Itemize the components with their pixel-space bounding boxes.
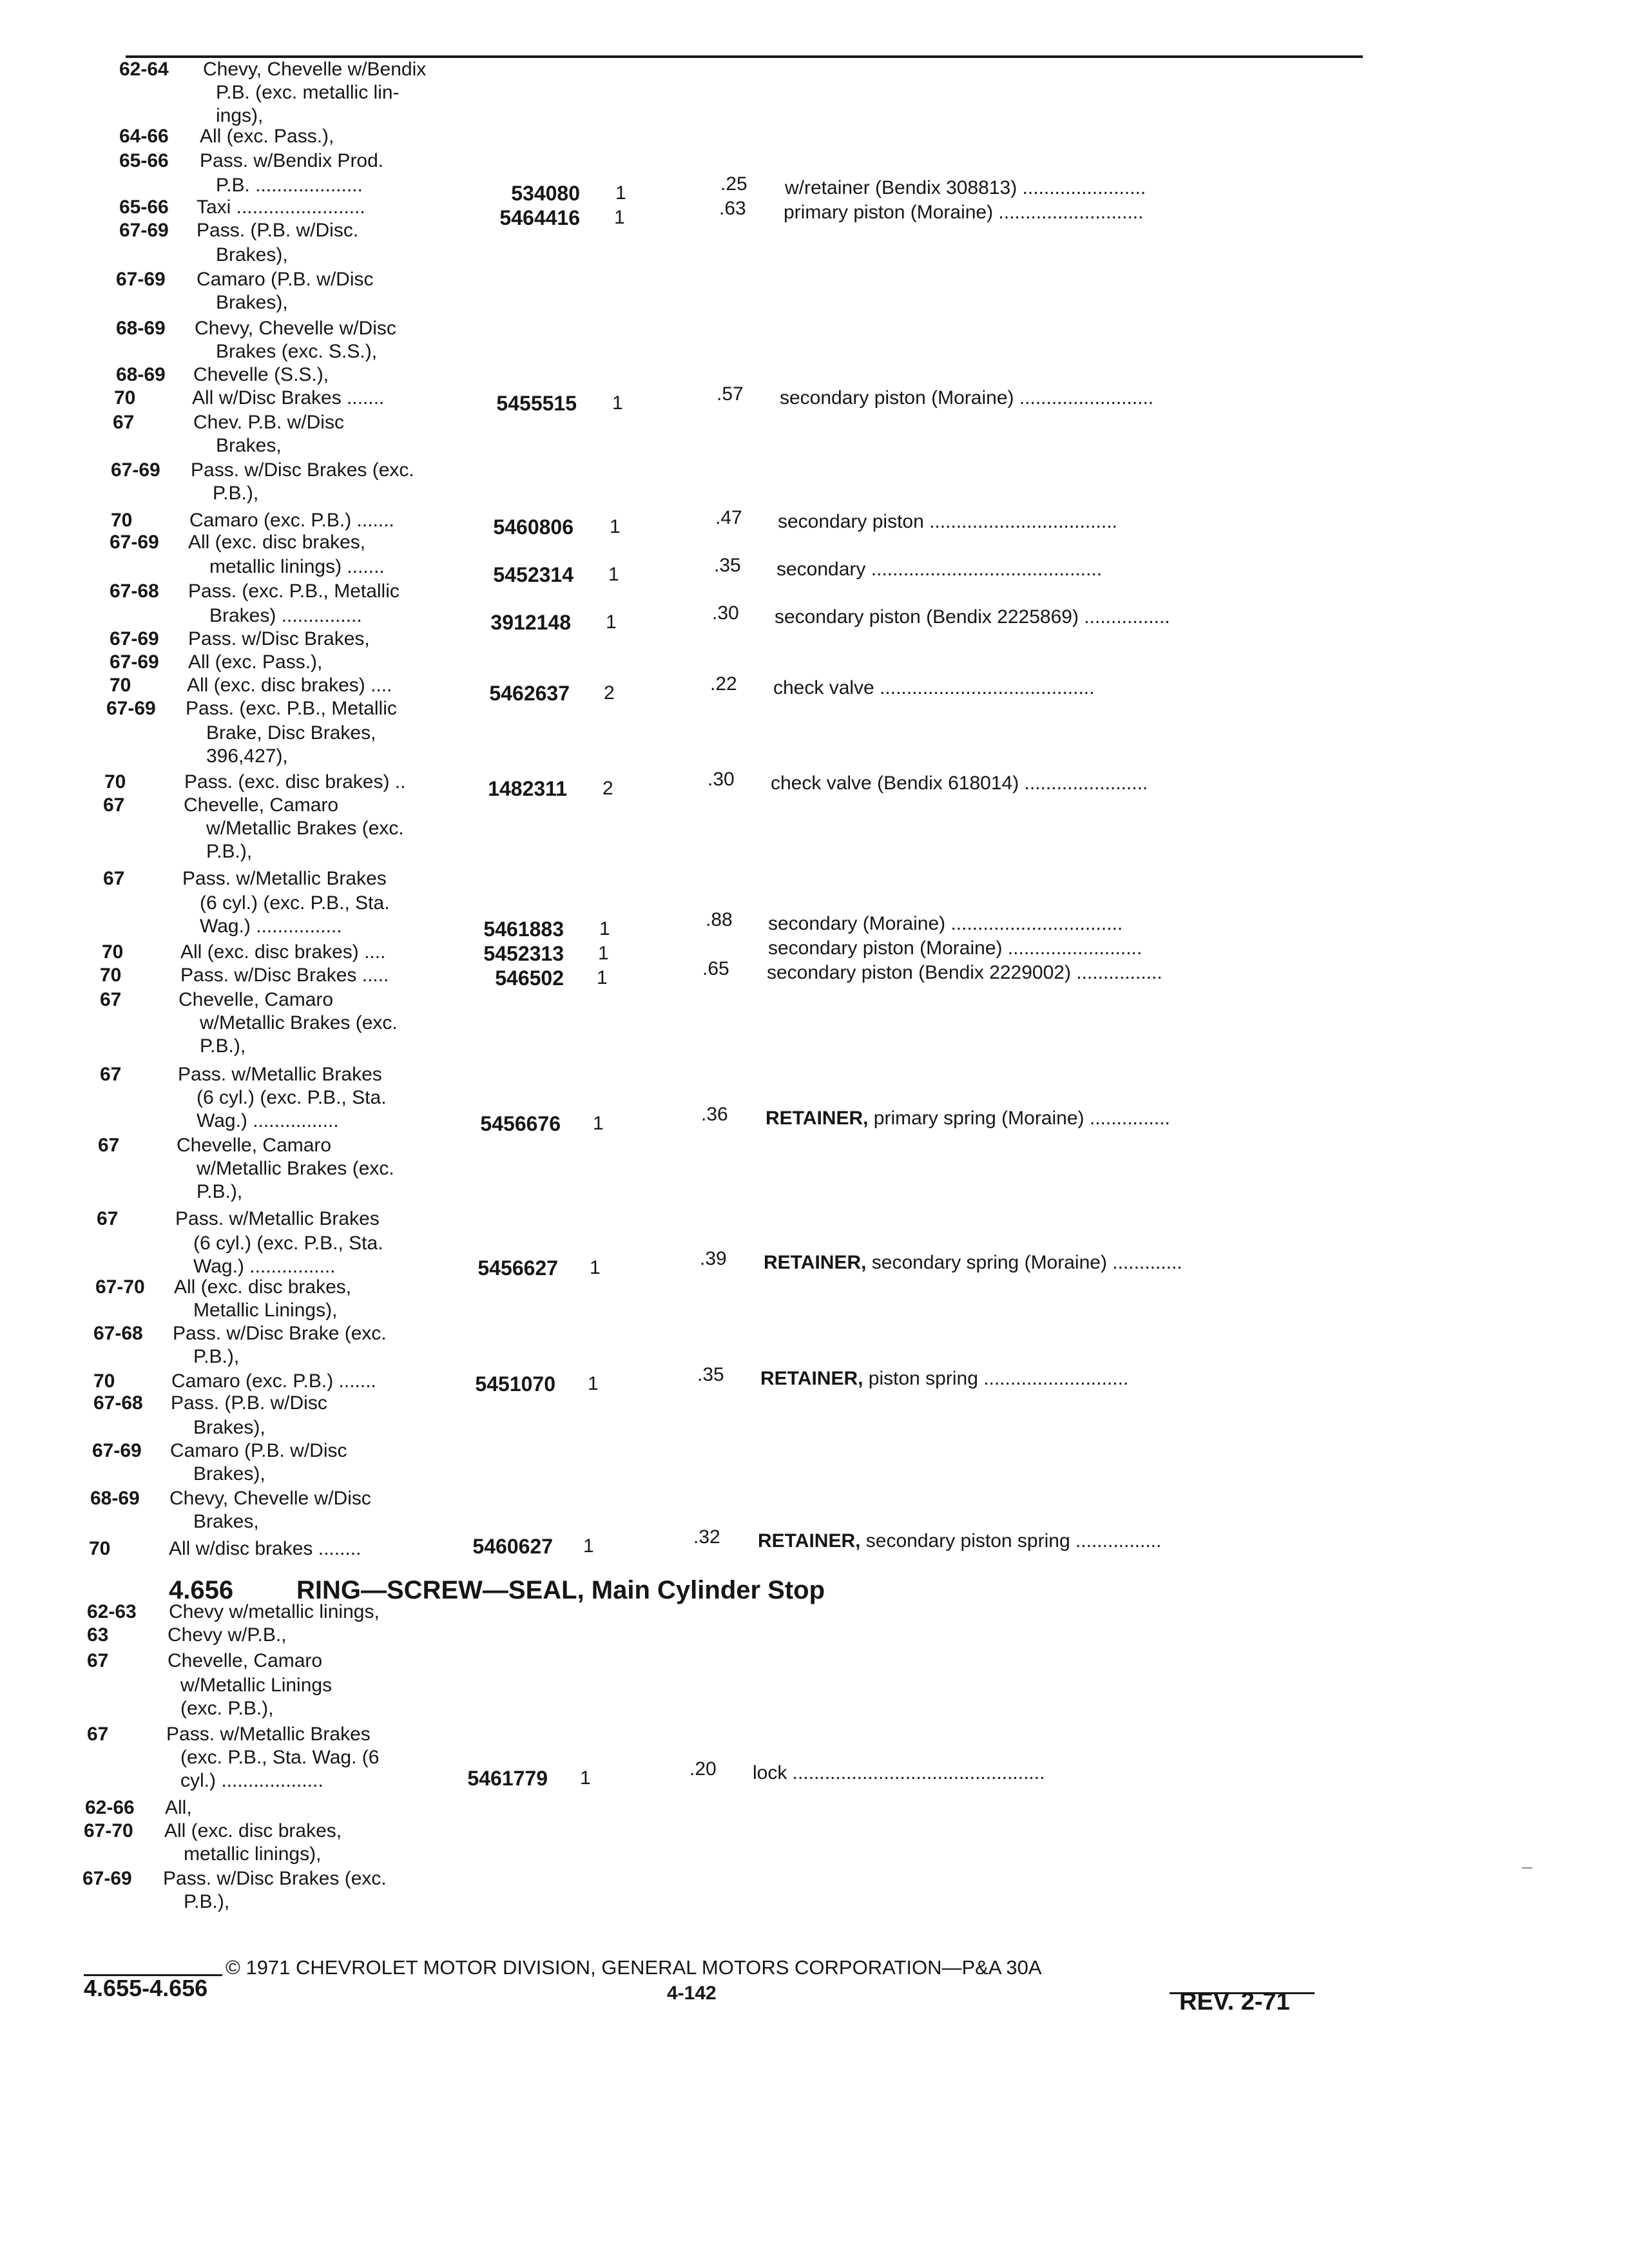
quantity: 1 <box>614 207 625 228</box>
application-continuation: (6 cyl.) (exc. P.B., Sta. <box>197 1087 387 1108</box>
application-continuation: Metallic Linings), <box>193 1300 338 1321</box>
part-description <box>768 912 1123 936</box>
application-continuation: cyl.) ................... <box>180 1770 323 1791</box>
list-price: .36 <box>701 1104 728 1125</box>
application-text: All (exc. disc brakes, <box>188 532 366 553</box>
part-number: 5460806 <box>493 515 574 539</box>
part-number: 5462637 <box>489 682 570 705</box>
model-years: 67 <box>98 1135 120 1156</box>
model-years: 68-69 <box>90 1488 140 1509</box>
model-years: 68-69 <box>116 364 166 385</box>
section-heading <box>169 1576 825 1604</box>
application-text: Camaro (P.B. w/Disc <box>170 1440 347 1461</box>
part-number: 534080 <box>511 182 580 205</box>
part-description <box>773 677 1094 700</box>
application-text: Pass. w/Bendix Prod. <box>200 150 384 171</box>
application-continuation: P.B.), <box>200 1035 246 1057</box>
application-text: Chevy, Chevelle w/Bendix <box>203 59 427 80</box>
application-text: All (exc. disc brakes, <box>174 1276 352 1298</box>
model-years: 67-70 <box>95 1276 145 1298</box>
description-text: primary spring (Moraine) ............... <box>868 1108 1170 1129</box>
application-continuation: Brakes), <box>193 1463 265 1485</box>
application-continuation: P.B.), <box>206 841 253 862</box>
application-text: All (exc. Pass.), <box>188 651 323 673</box>
application-text: All w/Disc Brakes ....... <box>192 387 385 408</box>
part-number: 5452314 <box>493 563 574 586</box>
list-price: .57 <box>717 383 744 405</box>
part-number: 5452313 <box>483 942 564 965</box>
part-description <box>758 1530 1161 1553</box>
application-text: Chevy, Chevelle w/Disc <box>169 1488 371 1509</box>
description-text: piston spring ........................... <box>863 1368 1129 1389</box>
description-text: secondary piston (Moraine) ......................... <box>768 937 1142 959</box>
application-continuation: P.B. .................... <box>216 175 363 196</box>
description-text: secondary ........................................... <box>776 559 1103 580</box>
application-text: Pass. w/Disc Brakes ..... <box>180 965 389 986</box>
footer-copyright: © 1971 CHEVROLET MOTOR DIVISION, GENERAL MOTORS CORPORATION—P&A 30A <box>226 1956 1042 1979</box>
part-number: 5464416 <box>499 206 580 229</box>
model-years: 70 <box>93 1370 115 1392</box>
application-text: Pass. w/Disc Brakes (exc. <box>163 1868 387 1889</box>
application-text: Pass. (P.B. w/Disc. <box>197 220 359 241</box>
part-description <box>780 387 1153 410</box>
model-years: 68-69 <box>116 318 166 339</box>
list-price: .32 <box>693 1526 720 1548</box>
application-continuation: (exc. P.B.), <box>180 1698 274 1719</box>
application-text: Pass. w/Disc Brakes, <box>188 628 370 649</box>
description-text: primary piston (Moraine) ........................... <box>784 202 1144 223</box>
model-years: 67-69 <box>106 698 156 719</box>
application-text: Chevelle, Camaro <box>184 794 339 816</box>
model-years: 70 <box>114 387 136 408</box>
quantity: 1 <box>599 918 610 939</box>
application-continuation: Wag.) ................ <box>200 916 342 937</box>
model-years: 67-68 <box>93 1323 143 1344</box>
part-description <box>767 961 1162 985</box>
list-price: .35 <box>714 555 741 576</box>
model-years: 67-69 <box>110 532 159 553</box>
list-price: .20 <box>689 1758 717 1780</box>
application-continuation: w/Metallic Brakes (exc. <box>206 818 404 839</box>
application-text: Chevy, Chevelle w/Disc <box>195 318 396 339</box>
list-price: .88 <box>706 909 733 930</box>
list-price: .65 <box>702 958 729 979</box>
application-continuation: Brakes), <box>216 244 288 265</box>
model-years: 70 <box>100 965 122 986</box>
model-years: 70 <box>110 675 131 696</box>
footer-section-range: 4.655-4.656 <box>84 1975 208 2001</box>
model-years: 63 <box>87 1624 109 1646</box>
model-years: 67-68 <box>110 581 159 602</box>
application-text: Camaro (exc. P.B.) ....... <box>189 510 394 531</box>
list-price: .39 <box>700 1248 727 1269</box>
quantity: 1 <box>597 967 608 988</box>
quantity: 1 <box>583 1535 594 1557</box>
application-continuation: 396,427), <box>206 745 288 767</box>
part-category: RETAINER, <box>758 1530 861 1552</box>
application-text: Chevy w/metallic linings, <box>169 1601 380 1622</box>
application-continuation: P.B.), <box>197 1181 243 1202</box>
part-number: 5455515 <box>496 392 577 415</box>
application-continuation: metallic linings) ....... <box>209 556 385 577</box>
model-years: 67-68 <box>93 1392 143 1414</box>
application-text: Pass. w/Disc Brakes (exc. <box>191 459 414 481</box>
part-number: 546502 <box>495 966 564 990</box>
application-text: All, <box>165 1797 192 1818</box>
list-price: .25 <box>720 173 747 195</box>
model-years: 67-69 <box>110 651 159 673</box>
application-continuation: Brakes), <box>193 1417 265 1438</box>
list-price: .30 <box>708 769 735 790</box>
quantity: 1 <box>606 611 617 633</box>
application-continuation: Wag.) ................ <box>197 1110 339 1131</box>
application-text: Chevelle, Camaro <box>177 1135 332 1156</box>
part-number: 5461883 <box>483 918 564 941</box>
quantity: 1 <box>610 516 621 537</box>
part-description <box>760 1367 1128 1390</box>
list-price: .30 <box>712 602 739 624</box>
description-text: secondary piston (Bendix 2229002) ................ <box>767 962 1162 983</box>
quantity: 2 <box>604 682 615 704</box>
application-text: All (exc. disc brakes, <box>164 1820 342 1841</box>
model-years: 70 <box>104 771 126 793</box>
model-years: 70 <box>102 941 124 963</box>
description-text: check valve ........................................ <box>773 677 1095 698</box>
application-continuation: metallic linings), <box>184 1843 322 1865</box>
quantity: 1 <box>590 1257 601 1278</box>
application-continuation: Brakes), <box>216 292 288 313</box>
application-text: Taxi ........................ <box>197 197 365 218</box>
application-text: All (exc. disc brakes) .... <box>180 941 386 963</box>
description-text: secondary piston (Moraine) ......................... <box>780 387 1154 408</box>
description-text: secondary (Moraine) ................................ <box>768 913 1123 934</box>
description-text: secondary piston ................................... <box>778 511 1117 532</box>
list-price: .63 <box>719 198 746 219</box>
model-years: 67 <box>100 1064 122 1085</box>
quantity: 1 <box>598 943 609 964</box>
application-continuation: Brakes) ............... <box>209 605 362 626</box>
description-text: secondary spring (Moraine) ............. <box>866 1252 1182 1273</box>
application-text: Pass. (exc. disc brakes) .. <box>184 771 406 793</box>
model-years: 64-66 <box>119 126 169 147</box>
footer-revision: REV. 2-71 <box>1179 1988 1290 2015</box>
model-years: 67-69 <box>116 269 166 290</box>
part-number: 1482311 <box>488 777 567 800</box>
part-description <box>771 772 1148 795</box>
application-text: Chevelle, Camaro <box>178 989 334 1010</box>
part-number: 5461779 <box>467 1767 548 1790</box>
application-text: Pass. w/Disc Brake (exc. <box>173 1323 387 1344</box>
model-years: 67 <box>100 989 122 1010</box>
section-title: RING—SCREW—SEAL, Main Cylinder Stop <box>296 1576 825 1604</box>
application-text: All (exc. disc brakes) .... <box>187 675 392 696</box>
footer-page-number: 4-142 <box>667 1983 717 2004</box>
model-years: 67 <box>113 412 135 433</box>
description-text: lock ............................................... <box>753 1762 1045 1783</box>
model-years: 70 <box>89 1538 111 1559</box>
section-number: 4.656 <box>169 1576 234 1604</box>
description-text: w/retainer (Bendix 308813) ....................... <box>785 177 1146 198</box>
model-years: 67-69 <box>111 459 160 481</box>
model-years: 65-66 <box>119 197 169 218</box>
quantity: 2 <box>602 778 613 799</box>
application-continuation: P.B.), <box>193 1346 240 1367</box>
quantity: 1 <box>593 1113 604 1134</box>
application-text: Pass. (exc. P.B., Metallic <box>186 698 397 719</box>
application-text: Pass. w/Metallic Brakes <box>182 868 387 889</box>
application-continuation: (6 cyl.) (exc. P.B., Sta. <box>200 892 390 914</box>
list-price: .22 <box>710 673 737 695</box>
model-years: 67-69 <box>119 220 169 241</box>
part-description <box>775 606 1170 629</box>
part-description <box>766 1107 1170 1130</box>
application-continuation: (6 cyl.) (exc. P.B., Sta. <box>193 1233 383 1254</box>
application-continuation: Brakes, <box>216 435 282 456</box>
application-continuation: (exc. P.B., Sta. Wag. (6 <box>180 1747 380 1768</box>
model-years: 67 <box>97 1208 119 1229</box>
model-years: 67-70 <box>84 1820 133 1841</box>
application-text: Chevelle, Camaro <box>168 1650 323 1671</box>
application-text: Pass. w/Metallic Brakes <box>178 1064 382 1085</box>
application-text: All (exc. Pass.), <box>200 126 334 147</box>
list-price: .47 <box>715 507 742 528</box>
application-text: Pass. (P.B. w/Disc <box>171 1392 327 1414</box>
part-description <box>785 177 1146 200</box>
model-years: 67-69 <box>110 628 159 649</box>
model-years: 67-69 <box>82 1868 132 1889</box>
application-text: Chevy w/P.B., <box>168 1624 287 1646</box>
application-text: Pass. w/Metallic Brakes <box>175 1208 380 1229</box>
scan-speck <box>1522 1867 1532 1869</box>
part-number: 3912148 <box>490 611 571 634</box>
application-continuation: Wag.) ................ <box>193 1256 336 1277</box>
application-continuation: w/Metallic Brakes (exc. <box>200 1012 398 1033</box>
application-text: Camaro (P.B. w/Disc <box>197 269 374 290</box>
application-continuation: Brake, Disc Brakes, <box>206 722 376 744</box>
model-years: 65-66 <box>119 150 169 171</box>
application-continuation: Brakes, <box>193 1511 259 1532</box>
application-continuation: ings), <box>216 105 264 126</box>
model-years: 67 <box>103 794 125 816</box>
model-years: 62-66 <box>85 1797 135 1818</box>
application-continuation: P.B.), <box>184 1891 230 1912</box>
application-text: Chev. P.B. w/Disc <box>193 412 344 433</box>
part-number: 5451070 <box>475 1372 555 1396</box>
part-number: 5456676 <box>480 1112 561 1135</box>
application-continuation: P.B.), <box>213 483 259 504</box>
quantity: 1 <box>615 182 626 204</box>
model-years: 67 <box>103 868 125 889</box>
application-continuation: Brakes (exc. S.S.), <box>216 341 378 362</box>
part-description <box>778 510 1117 533</box>
quantity: 1 <box>580 1767 591 1789</box>
application-text: Camaro (exc. P.B.) ....... <box>171 1370 376 1392</box>
part-description <box>784 201 1143 224</box>
part-description <box>753 1762 1045 1785</box>
part-category: RETAINER, <box>766 1108 869 1129</box>
model-years: 62-64 <box>119 59 169 80</box>
model-years: 70 <box>111 510 133 531</box>
description-text: secondary piston spring ................ <box>860 1530 1162 1552</box>
description-text: check valve (Bendix 618014) ....................... <box>771 773 1148 794</box>
quantity: 1 <box>588 1373 599 1394</box>
part-number: 5460627 <box>472 1535 553 1558</box>
model-years: 67 <box>87 1724 109 1745</box>
description-text: secondary piston (Bendix 2225869) ................ <box>775 606 1170 628</box>
application-continuation: P.B. (exc. metallic lin- <box>216 82 400 103</box>
model-years: 67 <box>87 1650 109 1671</box>
part-number: 5456627 <box>477 1256 558 1280</box>
part-description <box>764 1251 1182 1274</box>
quantity: 1 <box>608 564 619 585</box>
application-text: Pass. (exc. P.B., Metallic <box>188 581 400 602</box>
application-continuation: w/Metallic Linings <box>180 1675 333 1696</box>
application-text: All w/disc brakes ........ <box>169 1538 361 1559</box>
application-text: Chevelle (S.S.), <box>193 364 329 385</box>
model-years: 62-63 <box>87 1601 137 1622</box>
application-text: Pass. w/Metallic Brakes <box>166 1724 371 1745</box>
list-price: .35 <box>697 1364 724 1385</box>
part-description <box>776 558 1102 581</box>
part-category: RETAINER, <box>760 1368 863 1389</box>
quantity: 1 <box>612 392 623 414</box>
part-category: RETAINER, <box>764 1252 867 1273</box>
application-continuation: w/Metallic Brakes (exc. <box>197 1158 394 1179</box>
part-description <box>768 937 1142 960</box>
model-years: 67-69 <box>92 1440 142 1461</box>
